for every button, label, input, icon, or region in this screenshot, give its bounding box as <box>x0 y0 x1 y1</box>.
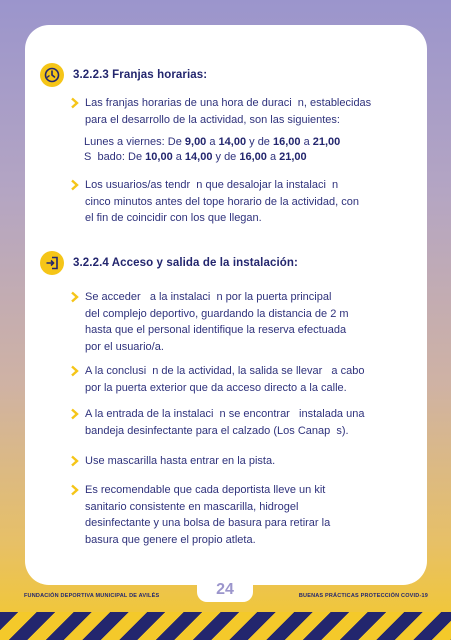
chevron-right-icon <box>69 365 81 377</box>
list-item <box>69 453 275 470</box>
weekday-label: Lunes a viernes: De <box>84 136 185 148</box>
list-item <box>69 95 371 128</box>
time: 10,00 <box>145 151 173 163</box>
bullet-text: Se acceder a la instalaci n por la puerta principal del complejo deportivo, guardando la distancia de 2 m hasta que el personal identifique la reserva efectuada por el usuario/a. <box>85 291 349 353</box>
chevron-right-icon <box>69 97 81 109</box>
section-franjas-header <box>40 63 207 87</box>
connector: a <box>266 151 280 163</box>
bullet-text: Las franjas horarias de una hora de duraci n, establecidas para el desarrollo de la actividad, son las siguientes: <box>85 97 372 126</box>
connector: a <box>300 136 313 148</box>
section-acceso-header <box>40 251 298 275</box>
time: 9,00 <box>184 136 207 148</box>
list-item <box>69 177 359 227</box>
time: 21,00 <box>279 151 307 163</box>
entrance-icon <box>40 251 64 275</box>
list-item <box>69 406 364 439</box>
time: 16,00 <box>239 151 267 163</box>
chevron-right-icon <box>69 408 81 420</box>
saturday-hours <box>84 149 307 166</box>
hazard-stripes <box>0 612 451 640</box>
time: 14,00 <box>218 136 247 148</box>
list-item <box>69 482 330 548</box>
page-number: 24 <box>197 578 253 602</box>
bullet-text: A la conclusi n de la actividad, la salida se llevar a cabo por la puerta exterior que da acceso directo a la calle. <box>85 365 365 394</box>
connector: y de <box>246 136 273 148</box>
connector: y de <box>212 151 240 163</box>
section-heading: 3.2.2.3 Franjas horarias: <box>73 69 208 81</box>
section-heading: 3.2.2.4 Acceso y salida de la instalación: <box>73 257 298 269</box>
chevron-right-icon <box>69 291 81 303</box>
connector: a <box>206 136 219 148</box>
time: 16,00 <box>272 136 301 148</box>
bullet-text: Es recomendable que cada deportista lleve un kit sanitario consistente en mascarilla, hidrogel desinfectante y una bolsa de basura para retirar la basura que genere el propio atleta. <box>85 484 331 546</box>
list-item <box>69 289 349 355</box>
chevron-right-icon <box>69 179 81 191</box>
bullet-text: Los usuarios/as tendr n que desalojar la instalaci n cinco minutos antes del tope horario de la actividad, con el fin de coincidir con los que llegan. <box>85 179 359 224</box>
time: 14,00 <box>184 151 213 163</box>
bullet-text: Use mascarilla hasta entrar en la pista. <box>85 455 276 467</box>
time: 21,00 <box>312 136 341 148</box>
chevron-right-icon <box>69 455 81 467</box>
connector: a <box>172 151 185 163</box>
clock-icon <box>40 63 64 87</box>
list-item <box>69 363 364 396</box>
bullet-text: A la entrada de la instalaci n se encontrar instalada una bandeja desinfectante para el calzado (Los Canap s). <box>85 408 365 437</box>
footer-document-title: BUENAS PRÁCTICAS PROTECCIÓN COVID-19 <box>298 593 428 599</box>
footer-organization: FUNDACIÓN DEPORTIVA MUNICIPAL DE AVILÉS <box>24 593 160 599</box>
chevron-right-icon <box>69 484 81 496</box>
saturday-label: S bado: De <box>84 151 146 163</box>
